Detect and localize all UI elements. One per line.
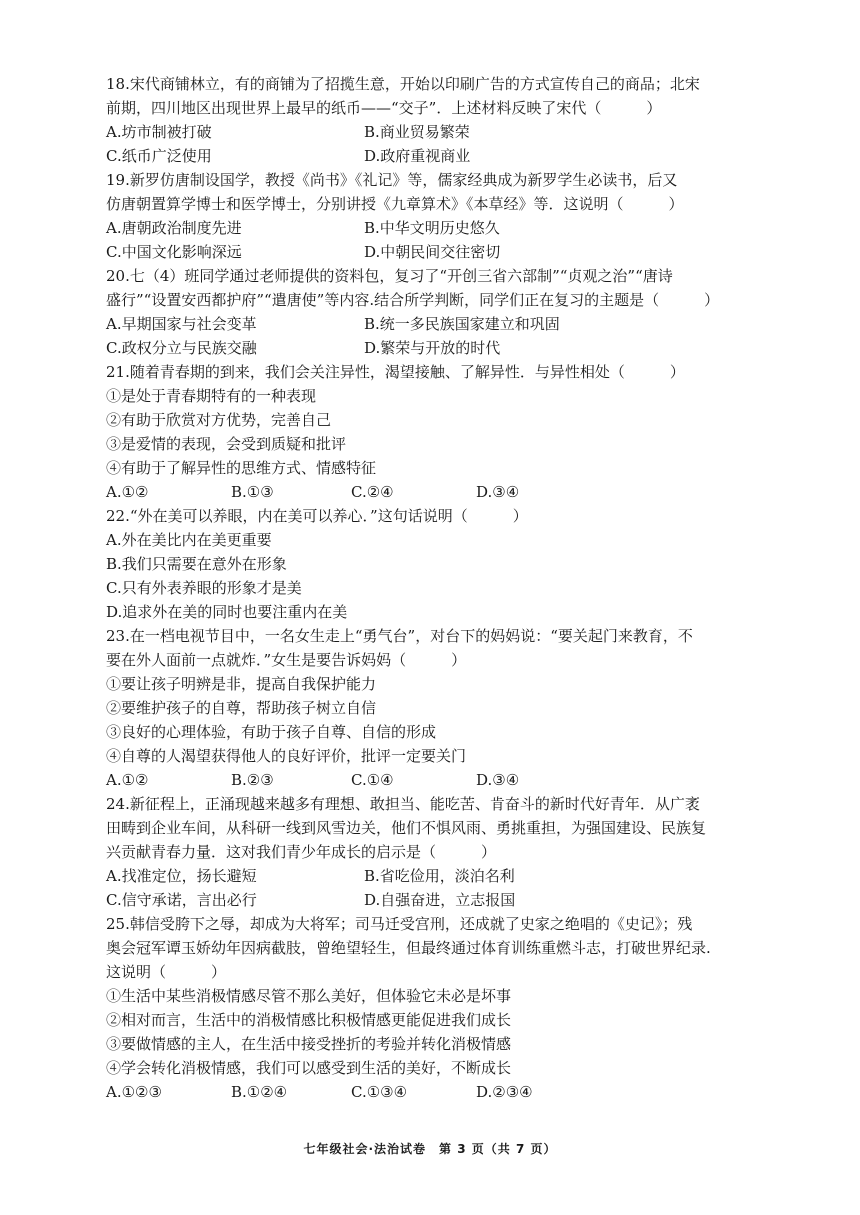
question-stem-line: 盛行”“设置安西都护府”“遣唐使”等内容.结合所学判断，同学们正在复习的主题是（ ） xyxy=(106,291,720,309)
questions-area xyxy=(106,72,766,1104)
option-c: C.纸币广泛使用 xyxy=(106,147,212,165)
question-stem-line: 仿唐朝置算学博士和医学博士，分别讲授《九章算术》《本草经》等．这说明（ ） xyxy=(106,195,684,213)
option-d: D.追求外在美的同时也要注重内在美 xyxy=(106,603,348,621)
option-a: A.找准定位，扬长避短 xyxy=(106,867,257,885)
question-stem-line: 25.韩信受胯下之辱，却成为大将军；司马迁受宫刑，还成就了史家之绝唱的《史记》；残 xyxy=(106,915,693,933)
option-d: D.③④ xyxy=(476,771,520,789)
statement-2: ②有助于欣赏对方优势，完善自己 xyxy=(106,411,332,429)
statement-1: ①是处于青春期特有的一种表现 xyxy=(106,387,317,405)
question-stem-line: 23.在一档电视节目中，一名女生走上“勇气台”，对台下的妈妈说：“要关起门来教育，不 xyxy=(106,627,693,645)
question-stem-line: 兴贡献青春力量．这对我们青少年成长的启示是（ ） xyxy=(106,843,497,861)
option-a: A.外在美比内在美更重要 xyxy=(106,531,272,549)
statement-1: ①生活中某些消极情感尽管不那么美好，但体验它未必是坏事 xyxy=(106,987,512,1005)
statement-4: ④自尊的人渴望获得他人的良好评价，批评一定要关门 xyxy=(106,747,467,765)
question-21 xyxy=(106,360,766,504)
option-c: C.①④ xyxy=(351,771,394,789)
option-c: C.只有外表养眼的形象才是美 xyxy=(106,579,302,597)
options-row xyxy=(106,768,766,792)
option-c: C.①③④ xyxy=(351,1083,408,1101)
option-d: D.自强奋进，立志报国 xyxy=(364,891,516,909)
statement-3: ③良好的心理体验，有助于孩子自尊、自信的形成 xyxy=(106,723,437,741)
question-stem-line: 22.“外在美可以养眼，内在美可以养心．”这句话说明（ ） xyxy=(106,507,528,525)
option-b: B.①②④ xyxy=(231,1083,288,1101)
option-c: C.②④ xyxy=(351,483,394,501)
option-b: B.中华文明历史悠久 xyxy=(364,219,500,237)
option-b: B.省吃俭用，淡泊名利 xyxy=(364,867,515,885)
option-b: B.统一多民族国家建立和巩固 xyxy=(364,315,560,333)
option-d: D.③④ xyxy=(476,483,520,501)
question-24 xyxy=(106,792,766,912)
question-stem-line: 奥会冠军谭玉娇幼年因病截肢，曾绝望轻生，但最终通过体育训练重燃斗志，打破世界纪录. xyxy=(106,939,711,957)
page-footer: 七年级社会·法治试卷 第 3 页（共 7 页） xyxy=(303,1142,557,1156)
question-22 xyxy=(106,504,766,624)
options-grid xyxy=(106,120,766,168)
options-grid xyxy=(106,216,766,264)
question-19 xyxy=(106,168,766,264)
question-20 xyxy=(106,264,766,360)
question-stem-line: 18.宋代商铺林立，有的商铺为了招揽生意，开始以印刷广告的方式宣传自己的商品；北宋 xyxy=(106,75,700,93)
question-18 xyxy=(106,72,766,168)
question-25 xyxy=(106,912,766,1104)
option-a: A.①② xyxy=(106,771,149,789)
option-c: C.中国文化影响深远 xyxy=(106,243,242,261)
question-stem-line: 24.新征程上，正涌现越来越多有理想、敢担当、能吃苦、肯奋斗的新时代好青年．从广袤 xyxy=(106,795,700,813)
statement-3: ③是爱情的表现，会受到质疑和批评 xyxy=(106,435,347,453)
options-row xyxy=(106,1080,766,1104)
options-grid xyxy=(106,312,766,360)
option-a: A.①②③ xyxy=(106,1083,162,1101)
option-c: C.政权分立与民族交融 xyxy=(106,339,257,357)
option-c: C.信守承诺，言出必行 xyxy=(106,891,257,909)
option-a: A.①② xyxy=(106,483,149,501)
question-stem-line: 21.随着青春期的到来，我们会关注异性，渴望接触、了解异性．与异性相处（ ） xyxy=(106,363,685,381)
options-row xyxy=(106,480,766,504)
statement-3: ③要做情感的主人，在生活中接受挫折的考验并转化消极情感 xyxy=(106,1035,512,1053)
question-23 xyxy=(106,624,766,792)
option-b: B.①③ xyxy=(231,483,274,501)
statement-2: ②要维护孩子的自尊，帮助孩子树立自信 xyxy=(106,699,377,717)
question-stem-line: 这说明（ ） xyxy=(106,963,227,981)
question-stem-line: 前期，四川地区出现世界上最早的纸币——“交子”．上述材料反映了宋代（ ） xyxy=(106,99,662,117)
option-a: A.早期国家与社会变革 xyxy=(106,315,257,333)
question-stem-line: 要在外人面前一点就炸．”女生是要告诉妈妈（ ） xyxy=(106,651,467,669)
option-b: B.②③ xyxy=(231,771,274,789)
option-b: B.商业贸易繁荣 xyxy=(364,123,470,141)
option-d: D.政府重视商业 xyxy=(364,147,471,165)
option-a: A.唐朝政治制度先进 xyxy=(106,219,242,237)
statement-4: ④学会转化消极情感，我们可以感受到生活的美好，不断成长 xyxy=(106,1059,512,1077)
option-d: D.繁荣与开放的时代 xyxy=(364,339,501,357)
options-grid xyxy=(106,864,766,912)
question-stem-line: 20.七（4）班同学通过老师提供的资料包，复习了“开创三省六部制”“贞观之治”“唐诗 xyxy=(106,267,673,285)
statement-4: ④有助于了解异性的思维方式、情感特征 xyxy=(106,459,377,477)
option-d: D.②③④ xyxy=(476,1083,533,1101)
option-a: A.坊市制被打破 xyxy=(106,123,212,141)
statement-2: ②相对而言，生活中的消极情感比积极情感更能促进我们成长 xyxy=(106,1011,512,1029)
question-stem-line: 田畴到企业车间，从科研一线到风雪边关，他们不惧风雨、勇挑重担，为强国建设、民族复 xyxy=(106,819,707,837)
option-d: D.中朝民间交往密切 xyxy=(364,243,501,261)
statement-1: ①要让孩子明辨是非，提高自我保护能力 xyxy=(106,675,377,693)
question-stem-line: 19.新罗仿唐制设国学，教授《尚书》《礼记》等，儒家经典成为新罗学生必读书，后又 xyxy=(106,171,678,189)
option-b: B.我们只需要在意外在形象 xyxy=(106,555,287,573)
